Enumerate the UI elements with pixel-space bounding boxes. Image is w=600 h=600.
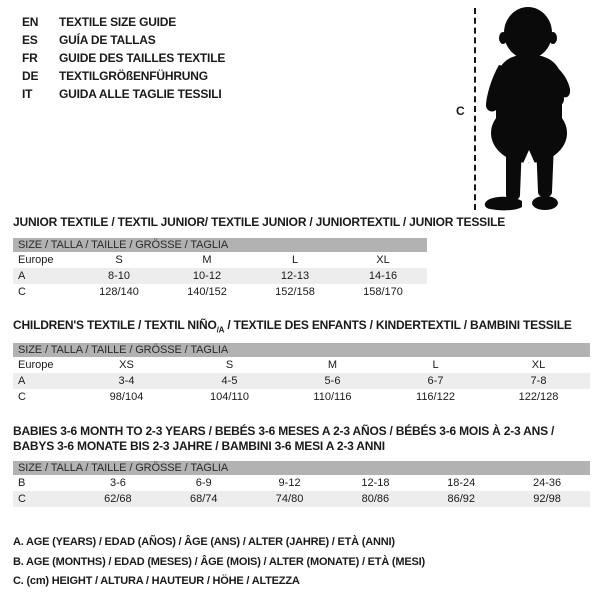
size-cell: M <box>202 254 212 266</box>
table-title-subscript: /A <box>216 325 225 335</box>
row-label: A <box>18 375 26 388</box>
size-cell: 86/92 <box>447 493 475 505</box>
language-row-fr <box>22 49 225 67</box>
junior-size-table <box>13 215 506 300</box>
footnotes <box>13 533 425 592</box>
language-label: GUIDA ALLE TAGLIE TESSILI <box>59 87 222 101</box>
row-label: Europe <box>18 254 54 266</box>
size-cell: 74/80 <box>275 493 304 505</box>
size-cell: 122/128 <box>518 391 559 404</box>
table-row <box>13 357 590 373</box>
size-cell: 12-13 <box>280 270 310 282</box>
size-cell: 4-5 <box>221 375 238 388</box>
size-cell: S <box>115 254 123 266</box>
childrens-size-table <box>13 318 590 405</box>
size-cell: 62/68 <box>104 493 132 505</box>
language-title-list <box>22 13 225 103</box>
language-label: TEXTILE SIZE GUIDE <box>59 15 177 29</box>
size-cell: 3-4 <box>118 375 135 388</box>
size-header-bar: SIZE / TALLA / TAILLE / GRÖSSE / TAGLIA <box>13 238 427 252</box>
babies-size-table <box>13 424 590 507</box>
footnote-a: A. AGE (YEARS) / EDAD (AÑOS) / ÂGE (ANS) / ALTER (JAHRE) / ETÀ (ANNI) <box>13 536 395 548</box>
row-label: C <box>18 391 26 404</box>
size-cell: 158/170 <box>363 286 403 298</box>
row-label: B <box>18 477 26 489</box>
language-label: TEXTILGRÖßENFÜHRUNG <box>59 69 208 83</box>
size-cell: 18-24 <box>447 477 476 489</box>
language-code: EN <box>22 15 39 29</box>
size-cell: 128/140 <box>99 286 139 298</box>
row-label: Europe <box>18 359 54 372</box>
size-cell: 5-6 <box>324 375 341 388</box>
language-code: DE <box>22 69 39 83</box>
row-label: A <box>18 270 26 282</box>
size-cell: 98/104 <box>109 391 144 404</box>
language-row-de <box>22 67 225 85</box>
size-cell: S <box>225 359 234 372</box>
size-cell: 3-6 <box>109 477 126 489</box>
size-header-bar: SIZE / TALLA / TAILLE / GRÖSSE / TAGLIA <box>13 343 590 357</box>
size-cell: 6-9 <box>195 477 212 489</box>
table-row <box>13 284 427 300</box>
size-cell: 10-12 <box>192 270 222 282</box>
size-cell: 116/122 <box>416 391 455 404</box>
table-title: JUNIOR TEXTILE / TEXTIL JUNIOR/ TEXTILE JUNIOR / JUNIORTEXTIL / JUNIOR TESSILE <box>13 215 506 229</box>
size-cell: 104/110 <box>210 391 249 404</box>
language-code: IT <box>22 87 33 101</box>
size-cell: 9-12 <box>278 477 301 489</box>
size-cell: L <box>432 359 439 372</box>
size-cell: 140/152 <box>187 286 227 298</box>
size-cell: 14-16 <box>368 270 398 282</box>
size-cell: 12-18 <box>361 477 390 489</box>
footnote-c: C. (cm) HEIGHT / ALTURA / HAUTEUR / HÖHE / ALTEZZA <box>13 575 300 587</box>
language-row-es <box>22 31 225 49</box>
height-measure-label: C <box>456 104 465 118</box>
table-title <box>13 318 590 334</box>
language-code: ES <box>22 33 38 47</box>
table-row <box>13 373 590 389</box>
size-cell: XL <box>376 254 390 266</box>
language-code: FR <box>22 51 38 65</box>
language-row-en <box>22 13 225 31</box>
table-row <box>13 475 590 491</box>
size-cell: 7-8 <box>530 375 547 388</box>
size-cell: XS <box>119 359 134 372</box>
language-label: GUIDE DES TAILLES TEXTILE <box>59 51 226 65</box>
size-cell: 8-10 <box>107 270 131 282</box>
size-cell: XL <box>531 359 546 372</box>
size-cell: 68/74 <box>189 493 218 505</box>
size-cell: 152/158 <box>275 286 315 298</box>
table-title-text: / TEXTILE DES ENFANTS / KINDERTEXTIL / BAMBINI TESSILE <box>224 318 572 332</box>
size-cell: L <box>291 254 299 266</box>
footnote-b: B. AGE (MONTHS) / EDAD (MESES) / ÂGE (MOIS) / ALTER (MONATE) / ETÀ (MESI) <box>13 555 425 568</box>
height-dashed-line <box>474 8 476 210</box>
baby-silhouette-icon <box>482 5 578 211</box>
size-cell: 80/86 <box>361 493 390 505</box>
table-title <box>13 424 590 454</box>
size-cell: 6-7 <box>427 375 444 388</box>
size-cell: M <box>327 359 338 372</box>
table-title-line2: BABYS 3-6 MONATE BIS 2-3 JAHRE / BAMBINI 3-6 MESI A 2-3 ANNI <box>13 439 385 453</box>
size-cell: 92/98 <box>533 493 561 505</box>
table-title-line1: BABIES 3-6 MONTH TO 2-3 YEARS / BEBÉS 3-6 MESES A 2-3 AÑOS / BÉBÉS 3-6 MOIS À 2-3 ANS / <box>13 424 555 438</box>
row-label: C <box>18 286 26 298</box>
language-label: GUÍA DE TALLAS <box>59 33 156 47</box>
size-header-bar: SIZE / TALLA / TAILLE / GRÖSSE / TAGLIA <box>13 461 590 475</box>
table-row <box>13 389 590 405</box>
size-cell: 24-36 <box>532 477 562 489</box>
table-title-text: CHILDREN'S TEXTILE / TEXTIL NIÑO <box>13 318 217 332</box>
table-row <box>13 252 427 268</box>
language-row-it <box>22 85 225 103</box>
size-cell: 110/116 <box>313 391 352 404</box>
row-label: C <box>18 493 26 505</box>
table-row <box>13 491 590 507</box>
table-row <box>13 268 427 284</box>
